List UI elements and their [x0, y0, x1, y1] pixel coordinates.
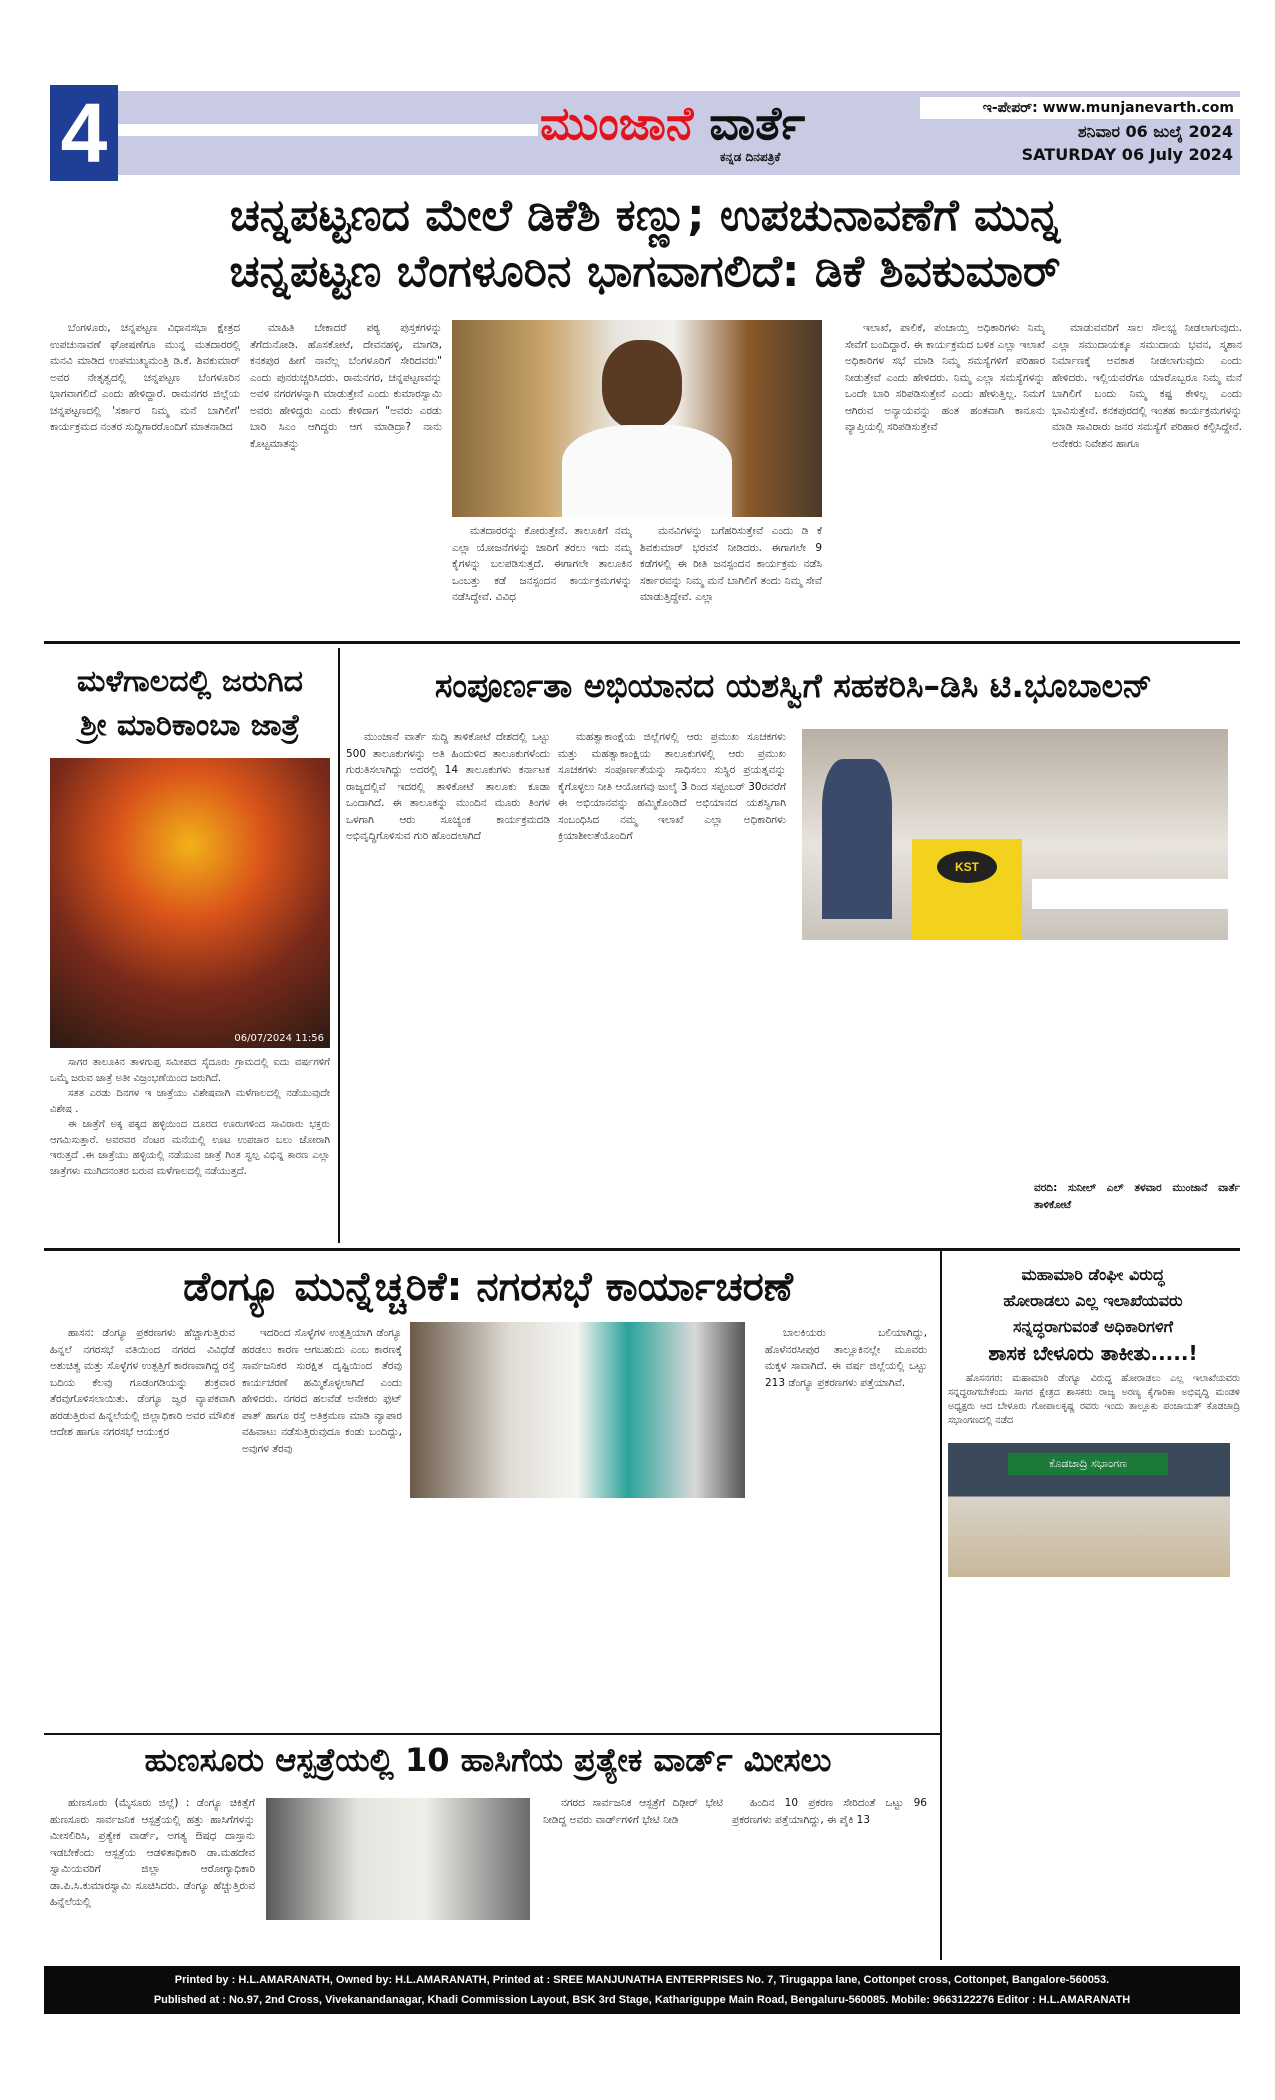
article-column — [1052, 320, 1242, 625]
article-column — [845, 320, 1045, 625]
divider — [44, 1248, 1240, 1251]
paragraph: ಮಾಡುವವರಿಗೆ ಸಾಲ ಸೌಲಭ್ಯ ನೀಡಲಾಗುವುದು. ಎಲ್ಲಾ ಸಮುದಾಯಕ್ಕೂ ಸಮುದಾಯ ಭವನ, ಸ್ಮಶಾನ ನಿರ್ಮಾಣಕ್ಕೆ ಅವಕಾಶ ನೀಡಲಾಗುವುದು ಎಂದು ಹೇಳಿದರು. ಇಲ್ಲಿಯವರೆಗೂ ಯಾರೊಬ್ಬರೂ ನಿಮ್ಮ ಮನೆ ಬಾಗಿಲಿಗೆ ಬಂದು ನಿಮ್ಮ ಕಷ್ಟ ಕೇಳಿಲ್ಲ ಎಂದು ಭಾವಿಸುತ್ತೇನೆ. ಕನಕಪುರದಲ್ಲಿ ಇಂತಹ ಕಾರ್ಯಕ್ರಮಗಳನ್ನು ಮಾಡಿ ಸಾವಿರಾರು ಜನರ ಸಮಸ್ಯೆಗೆ ಪರಿಹಾರ ಕಲ್ಪಿಸಿದ್ದೇನೆ. ಅನೇಕರು ನಿವೇಶನ ಹಾಗೂ — [1052, 322, 1242, 450]
paragraph: ಹೊಸನಗರ: ಮಹಾಮಾರಿ ಡೆಂಗ್ಯೂ ವಿರುದ್ಧ ಹೋರಾಡಲು ಎಲ್ಲ ಇಲಾಖೆಯವರು ಸನ್ನದ್ಧರಾಗಬೇಕೆಂದು ಸಾಗರ ಕ್ಷೇತ್ರದ ಶಾಸಕರು ರಾಜ್ಯ ಅರಣ್ಯ ಕೈಗಾರಿಕಾ ಅಭಿವೃದ್ಧಿ ಮಂಡಳಿ ಅಧ್ಯಕ್ಷರು ಆದ ಬೇಳೂರು ಗೋಪಾಲಕೃಷ್ಣ ರವರು ಇಂದು ತಾಲ್ಲೂಕು ಪಂಚಾಯತ್ ಕೊಡಚಾದ್ರಿ ಸಭಾಂಗಣದಲ್ಲಿ ನಡೆದ — [948, 1373, 1240, 1426]
divider — [338, 648, 340, 1243]
imprint-line: Published at : No.97, 2nd Cross, Vivekanandanagar, Khadi Commission Layout, BSK 3rd Stage, Kathariguppe Main Road, Bengaluru-560085. Mobile: 9663122276 Editor : H.L.AMARANATH — [153, 1994, 1131, 2006]
dc-meeting-photo — [802, 729, 1228, 940]
article-column — [732, 1795, 927, 1960]
paragraph: ಇದರಿಂದ ಸೊಳ್ಳೆಗಳ ಉತ್ಪತ್ತಿಯಾಗಿ ಡೆಂಗ್ಯೂ ಹರಡಲು ಕಾರಣ ಆಗಬಹುದು ಎಂಬ ಕಾರಣಕ್ಕೆ ಸಾರ್ವಜನಿಕರ ಸುರಕ್ಷಿತ ದೃಷ್ಟಿಯಿಂದ ತೆರವು ಕಾರ್ಯಚರಣೆ ಹಮ್ಮಿಕೊಳ್ಳಲಾಗಿದೆ ಎಂದು ಹೇಳಿದರು. ನಗರದ ಹಲವೆಡೆ ಅನೇಕರು ಫುಟ್ ಪಾತ್ ಹಾಗೂ ರಸ್ತೆ ಅತಿಕ್ರಮಣ ಮಾಡಿ ವ್ಯಾಪಾರ ವಹಿವಾಟು ನಡೆಸುತ್ತಿರುವುದೂ ಕಂಡು ಬಂದಿದ್ದು, ಅವುಗಳ ತೆರವು — [242, 1327, 402, 1455]
article-column — [948, 1372, 1240, 1440]
article-column — [50, 1795, 255, 1960]
article-column — [50, 1325, 235, 1720]
headline-line: ಚನ್ನಪಟ್ಟಣದ ಮೇಲೆ ಡಿಕೆಶಿ ಕಣ್ಣು; ಉಪಚುನಾವಣೆಗೆ ಮುನ್ನ — [229, 190, 1061, 241]
dengue-drive-photo — [410, 1322, 745, 1498]
paragraph: ಈ ಜಾತ್ರೆಗೆ ಅಕ್ಕ ಪಕ್ಕದ ಹಳ್ಳಿಯಿಂದ ದೂರದ ಊರುಗಳಿಂದ ಸಾವಿರಾರು ಭಕ್ತರು ಆಗಮಿಸುತ್ತಾರೆ. ಅವರವರ ನೆಂಟರ ಮನೆಯಲ್ಲಿ ಊಟ ಉಪಚಾರ ಬಲು ಜೋರಾಗಿ ಇರುತ್ತದೆ .ಈ ಜಾತ್ರೆಯು ಹಳ್ಳಿಯಲ್ಲಿ ನಡೆಯುವ ಜಾತ್ರೆ ಗಿಂತ ಸ್ವಲ್ಪ ವಿಭಿನ್ನ ಕಾರಣ ಎಲ್ಲಾ ಜಾತ್ರೆಗಳು ಮುಗಿದನಂತರ ಬರುವ ಮಳೆಗಾಲದಲ್ಲಿ ನಡೆಯುತ್ತದೆ. — [50, 1119, 330, 1177]
sampoorna-headline: ಸಂಪೂರ್ಣತಾ ಅಭಿಯಾನದ ಯಶಸ್ವಿಗೆ ಸಹಕರಿಸಿ–ಡಿಸಿ ಟಿ.ಭೂಬಾಲನ್ — [434, 666, 1153, 705]
photo-timestamp: 06/07/2024 11:56 — [234, 1033, 324, 1044]
paragraph: ಮಾಹಿತಿ ಬೇಕಾದರೆ ಪಠ್ಯ ಪುಸ್ತಕಗಳನ್ನು ತೆಗೆದುನೋಡಿ. ಹೊಸಕೋಟೆ, ದೇವನಹಳ್ಳಿ, ಮಾಗಡಿ, ಕನಕಪುರ ಹೀಗೆ ನಾವೆಲ್ಲ ಬೆಂಗಳೂರಿಗೆ ಸೇರಿದವರು" ಎಂದು ಪುನರುಚ್ಚರಿಸಿದರು. ರಾಮನಗರ, ಚನ್ನಪಟ್ಟಣವನ್ನು ಅವಳಿ ನಗರಗಳನ್ನಾಗಿ ಮಾಡುತ್ತೇನೆ ಎಂದು ಕುಮಾರಸ್ವಾಮಿ ಅವರು ಹೇಳಿದ್ದರು ಎಂದು ಕೇಳಿದಾಗ "ಅವರು ಎರಡು ಬಾರಿ ಸಿಎಂ ಆಗಿದ್ದರು ಆಗ ಮಾಡಿದ್ರಾ? ನಾನು ಕೊಟ್ಟಮಾತನ್ನು — [250, 322, 442, 450]
article-column — [452, 523, 632, 625]
logo-black: ವಾರ್ತೆ — [709, 96, 806, 150]
paragraph: ಹಿಂದಿನ 10 ಪ್ರಕರಣ ಸೇರಿದಂತೆ ಒಟ್ಟು 96 ಪ್ರಕರಣಗಳು ಪತ್ತೆಯಾಗಿದ್ದು, ಈ ಪೈಕಿ 13 — [732, 1797, 927, 1826]
masthead-stripe — [118, 124, 538, 136]
hunsur-headline: ಹುಣಸೂರು ಆಸ್ಪತ್ರೆಯಲ್ಲಿ 10 ಹಾಸಿಗೆಯ ಪ್ರತ್ಯೇಕ ವಾರ್ಡ್ ಮೀಸಲು — [144, 1741, 832, 1779]
paragraph: ಬಾಲಕಿಯರು ಬಲಿಯಾಗಿದ್ದು, ಹೊಳೆನರಸೀಪುರ ತಾಲ್ಲೂಕಿನಲ್ಲೇ ಮೂವರು ಮಕ್ಕಳ ಸಾವಾಗಿದೆ. ಈ ವರ್ಷ ಜಿಲ್ಲೆಯಲ್ಲಿ ಒಟ್ಟು 213 ಡೆಂಗ್ಯೂ ಪ್ರಕರಣಗಳು ಪತ್ತೆಯಾಗಿವೆ. — [765, 1327, 927, 1389]
jatre-headline — [50, 660, 330, 748]
dais-table — [1032, 879, 1228, 909]
article-column-continued — [802, 946, 1026, 1236]
date-english: SATURDAY 06 July 2024 — [1021, 145, 1233, 164]
paragraph: ಇಲಾಖೆ, ಪಾಲಿಕೆ, ಪಂಚಾಯ್ತಿ ಅಧಿಕಾರಿಗಳು ನಿಮ್ಮ ಸೇವೆಗೆ ಬಂದಿದ್ದಾರೆ. ಈ ಕಾರ್ಯಕ್ರಮದ ಬಳಿಕ ಎಲ್ಲಾ ಇಲಾಖೆ ಅಧಿಕಾರಿಗಳ ಸಭೆ ಮಾಡಿ ನಿಮ್ಮ ಸಮಸ್ಯೆಗಳಿಗೆ ಪರಿಹಾರ ನೀಡುತ್ತೇವೆ ಎಂದು ಹೇಳಿದರು. ನಿಮ್ಮ ಎಲ್ಲಾ ಸಮಸ್ಯೆಗಳನ್ನು ಒಂದೇ ಬಾರಿ ಸರಿಪಡಿಸುತ್ತೇನೆ ಎಂದು ಹೇಳುತ್ತಿಲ್ಲ. ನಿಮಗೆ ಆಗಿರುವ ಅನ್ಯಾಯವನ್ನು ಹಂತ ಹಂತವಾಗಿ ಕಾನೂನು ವ್ಯಾಪ್ತಿಯಲ್ಲಿ ಸರಿಪಡಿಸುತ್ತೇವೆ — [845, 322, 1045, 433]
article-column — [50, 320, 240, 625]
epaper-link[interactable]: ಇ-ಪೇಪರ್: www.munjanevarth.com — [920, 97, 1240, 119]
headline-line: ಸನ್ನದ್ಧರಾಗುವಂತೆ ಅಧಿಕಾರಿಗಳಿಗೆ — [1013, 1317, 1173, 1336]
article-column — [242, 1325, 402, 1720]
article-column-continued — [948, 1583, 1240, 1958]
paragraph: ಮತದಾರರನ್ನು ಕೋರುತ್ತೇನೆ. ತಾಲೂಕಿಗೆ ನಮ್ಮ ಎಲ್ಲಾ ಯೋಜನೆಗಳನ್ನು ಜಾರಿಗೆ ತರಲು ಇದು ನಮ್ಮ ಕೈಗಳನ್ನು ಬಲಪಡಿಸುತ್ತದೆ. ಈಗಾಗಲೇ ತಾಲೂಕಿನ ಒಂಬತ್ತು ಕಡೆ ಜನಸ್ಪಂದನ ಕಾರ್ಯಕ್ರಮಗಳನ್ನು ನಡೆಸಿದ್ದೇವೆ. ವಿವಿಧ — [452, 525, 632, 603]
headline-line: ಶ್ರೀ ಮಾರಿಕಾಂಬಾ ಜಾತ್ರೆ — [80, 708, 300, 743]
paragraph: ಮುಂಜಾನೆ ವಾರ್ತೆ ಸುದ್ದಿ ತಾಳಿಕೋಟೆ ದೇಶದಲ್ಲಿ ಒಟ್ಟು 500 ತಾಲೂಕುಗಳನ್ನು ಅತಿ ಹಿಂದುಳಿದ ತಾಲೂಕುಗಳೆಂದು ಗುರುತಿಸಲಾಗಿದ್ದು ಅದರಲ್ಲಿ 14 ತಾಲೂಕುಗಳು ಕರ್ನಾಟಕ ರಾಜ್ಯದಲ್ಲಿವೆ ಇದರಲ್ಲಿ ತಾಳಿಕೋಟೆ ತಾಲೂಕು ಕೂಡಾ ಒಂದಾಗಿದೆ. ಈ ತಾಲೂಕನ್ನು ಮುಂದಿನ ಮೂರು ತಿಂಗಳ ಒಳಗಾಗಿ ಆರು ಸೂಚ್ಯಂಕ ಕಾರ್ಯಕ್ರಮದಡಿ ಅಭಿವೃದ್ಧಿಗೊಳಿಸುವ ಗುರಿ ಹೊಂದಲಾಗಿದೆ — [346, 731, 550, 842]
sidebar-headline — [946, 1262, 1240, 1366]
headline-line: ಚನ್ನಪಟ್ಟಣ ಬೆಂಗಳೂರಿನ ಭಾಗವಾಗಲಿದೆ: ಡಿಕೆ ಶಿವಕುಮಾರ್ — [229, 246, 1061, 297]
paragraph: ನಗರದ ಸಾರ್ವಜನಿಕ ಆಸ್ಪತ್ರೆಗೆ ದಿಢೀರ್ ಭೇಟಿ ನೀಡಿದ್ದ ಅವರು ವಾರ್ಡ್‌ಗಳಿಗೆ ಭೇಟಿ ನೀಡಿ — [543, 1797, 723, 1826]
newspaper-logo — [540, 96, 805, 152]
paragraph: ಹುಣಸೂರು (ಮೈಸೂರು ಜಿಲ್ಲೆ) : ಡೆಂಗ್ಯೂ ಚಿಕಿತ್ಸೆಗೆ ಹುಣಸೂರು ಸಾರ್ವಜನಿಕ ಆಸ್ಪತ್ರೆಯಲ್ಲಿ ಹತ್ತು ಹಾಸಿಗೆಗಳನ್ನು ಮೀಸಲಿರಿಸಿ, ಪ್ರತ್ಯೇಕ ವಾರ್ಡ್, ಅಗತ್ಯ ಔಷಧ ದಾಸ್ತಾನು ಇಡಬೇಕೆಂದು ಆಸ್ಪತ್ರೆಯ ಆಡಳಿತಾಧಿಕಾರಿ ಡಾ.ಮಹದೇವ ಸ್ವಾಮಿಯವರಿಗೆ ಜಿಲ್ಲಾ ಆರೋಗ್ಯಾಧಿಕಾರಿ ಡಾ.ಪಿ.ಸಿ.ಕುಮಾರಸ್ವಾಮಿ ಸೂಚಿಸಿದರು. ಡೆಂಗ್ಯೂ ಹೆಚ್ಚುತ್ತಿರುವ ಹಿನ್ನೆಲೆಯಲ್ಲಿ — [50, 1797, 255, 1908]
divider — [44, 1733, 940, 1735]
paragraph: ಹಾಸನ: ಡೆಂಗ್ಯೂ ಪ್ರಕರಣಗಳು ಹೆಚ್ಚಾಗುತ್ತಿರುವ ಹಿನ್ನಲೆ ನಗರಸಭೆ ವತಿಯಿಂದ ನಗರದ ವಿವಿಧೆಡೆ ಅಶುಚಿತ್ವ ಮತ್ತು ಸೊಳ್ಳೆಗಳ ಉತ್ಪತ್ತಿಗೆ ಕಾರಣವಾಗಿದ್ದ ರಸ್ತೆ ಬದಿಯ ಕೆಲವು ಗೂಡಂಗಡಿಯನ್ನು ಶುಕ್ರವಾರ ತೆರವುಗೊಳಿಸಲಾಯಿತು. ಡೆಂಗ್ಯೂ ಜ್ವರ ವ್ಯಾಪಕವಾಗಿ ಹರಡುತ್ತಿರುವ ಹಿನ್ನಲೆಯಲ್ಲಿ ಜಿಲ್ಲಾಧಿಕಾರಿ ಅವರ ಮೌಖಿಕ ಆದೇಶ ಹಾಗೂ ನಗರಸಭೆ ಆಯುಕ್ತರ — [50, 1327, 235, 1438]
paragraph: ಬೆಂಗಳೂರು, ಚನ್ನಪಟ್ಟಣ ವಿಧಾನಸಭಾ ಕ್ಷೇತ್ರದ ಉಪಚುನಾವಣೆ ಘೋಷಣೆಗೂ ಮುನ್ನ ಮತದಾರರಲ್ಲಿ ಮನವಿ ಮಾಡಿದ ಉಪಮುಖ್ಯಮಂತ್ರಿ ಡಿ.ಕೆ. ಶಿವಕುಮಾರ್ ಅವರ ನೇತೃತ್ವದಲ್ಲಿ ಚನ್ನಪಟ್ಟಣ ಬೆಂಗಳೂರಿನ ಭಾಗವಾಗಲಿದೆ ಎಂದು ಹೇಳಿದ್ದಾರೆ. ರಾಮನಗರ ಜಿಲ್ಲೆಯ ಚನ್ನಪಟ್ಟಣದಲ್ಲಿ 'ಸರ್ಕಾರ ನಿಮ್ಮ ಮನೆ ಬಾಗಿಲಿಗೆ' ಕಾರ್ಯಕ್ರಮದ ನಂತರ ಸುದ್ದಿಗಾರರೊಂದಿಗೆ ಮಾತನಾಡಿದ — [50, 322, 240, 433]
hall-banner: ಕೊಡಚಾದ್ರಿ ಸಭಾಂಗಣ — [1008, 1453, 1168, 1475]
article-column — [765, 1325, 927, 1720]
person-head — [602, 340, 682, 430]
shivakumar-photo — [452, 320, 822, 517]
logo-red: ಮುಂಜಾನೆ — [540, 96, 694, 150]
article-column — [346, 729, 550, 1234]
headline-line: ಶಾಸಕ ಬೇಳೂರು ತಾಕೀತು.....! — [988, 1341, 1198, 1365]
paragraph: ಮಹತ್ವಾಕಾಂಕ್ಷೆಯ ಜಿಲ್ಲೆಗಳಲ್ಲಿ ಆರು ಪ್ರಮುಖ ಸೂಚಕಗಳು ಮತ್ತು ಮಹತ್ವಾಕಾಂಕ್ಷಿಯ ತಾಲೂಕುಗಳಲ್ಲಿ ಆರು ಪ್ರಮುಖ ಸೂಚಕಗಳು ಸಂಪೂರ್ಣತೆಯನ್ನು ಸಾಧಿಸಲು ಸುಸ್ಥಿರ ಪ್ರಯತ್ನವನ್ನು ಕೈಗೊಳ್ಳಲು ನೀತಿ ಆಯೋಗವು ಜುಲೈ 3 ರಿಂದ ಸಪ್ಟಂಬರ್ 30ರವರೆಗೆ ಈ ಅಭಿಯಾನವನ್ನು ಹಮ್ಮಿಕೊಂಡಿದೆ ಅಭಿಯಾನದ ಯಶಸ್ವಿಗಾಗಿ ಸಂಬಂಧಿಸಿದ ನಮ್ಮ ಇಲಾಖೆ ಎಲ್ಲಾ ಅಧಿಕಾರಿಗಳು ಕ್ರಿಯಾಶೀಲತೆಯೊಂದಿಗೆ — [558, 731, 786, 842]
divider — [940, 1250, 942, 1960]
meeting-photo — [948, 1443, 1230, 1577]
imprint-footer — [44, 1966, 1240, 2014]
reporter-credit: ವರದಿ: ಸುನೀಲ್ ಎಲ್ ತಳವಾರ ಮುಂಜಾನೆ ವಾರ್ತೆ ತಾಳಿಕೋಟೆ — [1034, 1182, 1240, 1211]
jatre-photo — [50, 758, 330, 1048]
date-kannada: ಶನಿವಾರ 06 ಜುಲೈ 2024 — [1077, 122, 1233, 141]
paragraph: ಸತತ ಎರಡು ದಿನಗಳ ಇ ಜಾತ್ರೆಯು ವಿಶೇಷವಾಗಿ ಮಳೆಗಾಲದಲ್ಲಿ ನಡೆಯುವುದೇ ವಿಶೇಷ . — [50, 1088, 330, 1115]
podium — [912, 839, 1022, 939]
paragraph: ಮನವಿಗಳನ್ನು ಬಗೆಹರಿಸುತ್ತೇವೆ ಎಂದು ಡಿ ಕೆ ಶಿವಕುಮಾರ್ ಭರವಸೆ ನೀಡಿದರು. ಈಗಾಗಲೇ 9 ಕಡೆಗಳಲ್ಲಿ ಈ ರೀತಿ ಜನಸ್ಪಂದನ ಕಾರ್ಯಕ್ರಮ ನಡೆಸಿ ಸರ್ಕಾರವನ್ನು ನಿಮ್ಮ ಮನೆ ಬಾಗಿಲಿಗೆ ತಂದು ನಿಮ್ಮ ಸೇವೆ ಮಾಡುತ್ತಿದ್ದೇವೆ. ಎಲ್ಲಾ — [640, 525, 822, 603]
article-column — [558, 729, 786, 1234]
headline-line: ಮಳೆಗಾಲದಲ್ಲಿ ಜರುಗಿದ — [76, 664, 304, 699]
dengue-headline: ಡೆಂಗ್ಯೂ ಮುನ್ನೆಚ್ಚರಿಕೆ: ನಗರಸಭೆ ಕಾರ್ಯಾಚರಣೆ — [183, 1264, 793, 1310]
article-column — [250, 320, 442, 625]
podium-logo: KST — [937, 851, 997, 883]
tagline: ಕನ್ನಡ ದಿನಪತ್ರಿಕೆ — [720, 150, 781, 164]
headline-line: ಮಹಾಮಾರಿ ಡೆಂಘೀ ವಿರುದ್ಧ — [1021, 1265, 1165, 1284]
paragraph: ಸಾಗರ ತಾಲೂಕಿನ ತಾಳಗುಪ್ಪ ಸಮೀಪದ ಸೈದೂರು ಗ್ರಾಮದಲ್ಲಿ ಐದು ವರ್ಷಗಳಿಗೆ ಒಮ್ಮೆ ಜರುವ ಜಾತ್ರೆ ಅತೀ ವಿಜ್ರಂಭಣೆಯಿಂದ ಜರುಗಿದೆ. — [50, 1057, 330, 1084]
article-column — [543, 1795, 723, 1960]
speaker-figure — [822, 759, 892, 919]
page-number: 4 — [50, 85, 118, 181]
person-shirt — [562, 425, 732, 517]
lead-headline — [50, 188, 1240, 300]
headline-line: ಹೋರಾಡಲು ಎಲ್ಲ ಇಲಾಖೆಯವರು — [1003, 1291, 1183, 1310]
article-column — [50, 1055, 330, 1240]
hospital-photo — [266, 1798, 530, 1920]
imprint-line: Printed by : H.L.AMARANATH, Owned by: H.L.AMARANATH, Printed at : SREE MANJUNATHA ENTERPRISES No. 7, Tirugappa lane, Cottonpet cross, Cottonpet, Bangalore-560053. — [174, 1974, 1110, 1986]
divider — [44, 641, 1240, 644]
article-column — [640, 523, 822, 625]
